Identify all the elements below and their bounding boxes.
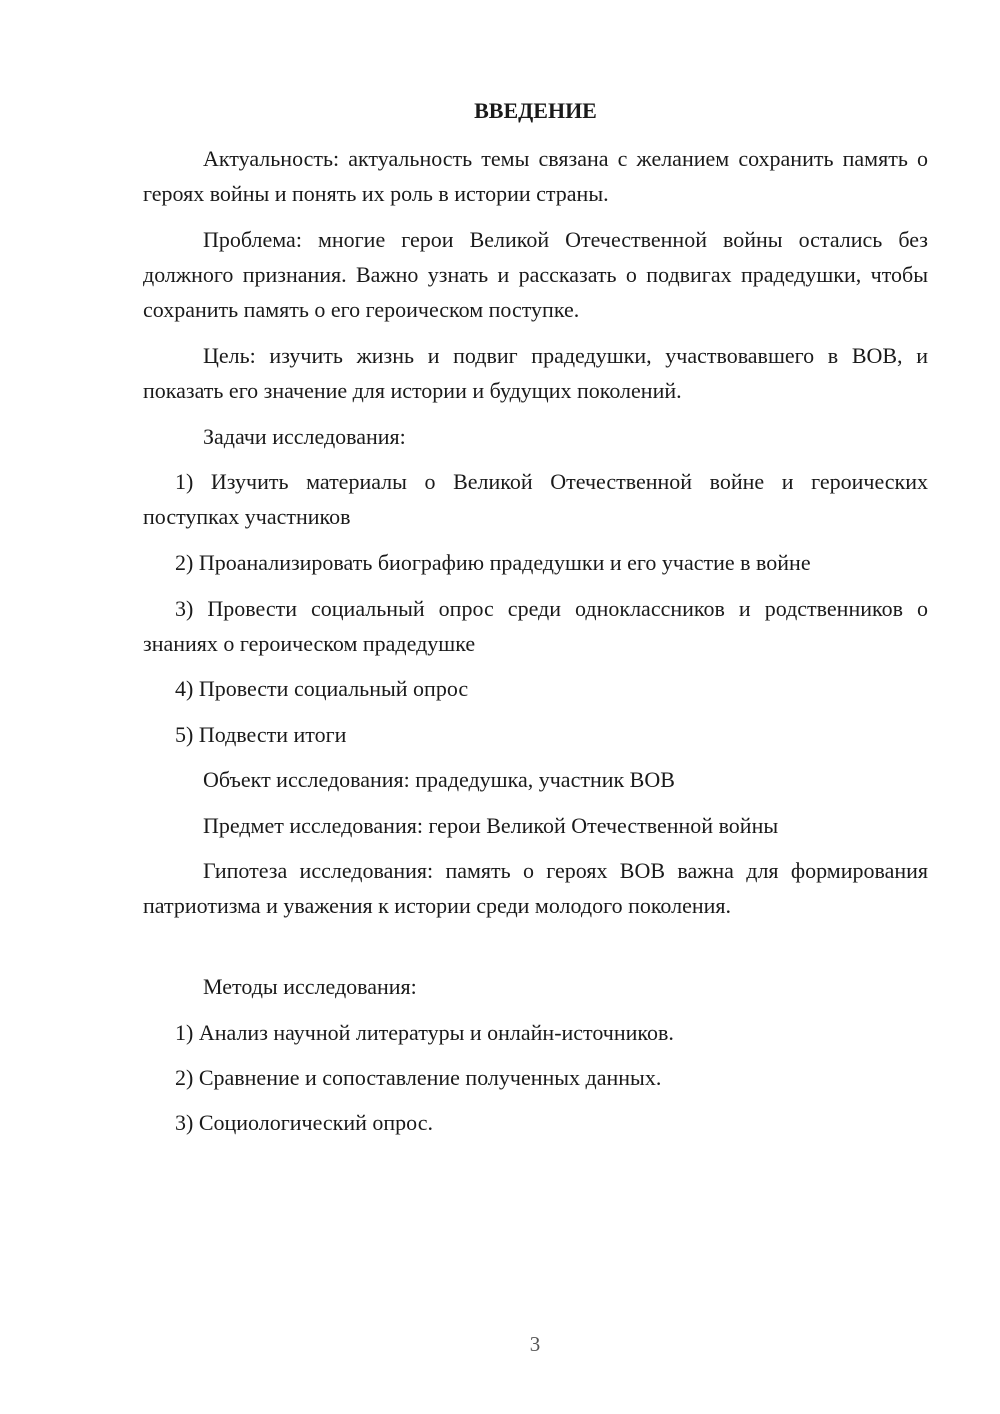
goal-paragraph: Цель: изучить жизнь и подвиг прадедушки, участвовавшего в ВОВ, и показать его значение для истории и будущих поколений. <box>143 343 928 403</box>
task-item-2: 2) Проанализировать биографию прадедушки и его участие в войне <box>175 550 811 575</box>
task-item-5: 5) Подвести итоги <box>175 722 347 747</box>
tasks-heading: Задачи исследования: <box>203 424 406 449</box>
hypothesis-paragraph: Гипотеза исследования: память о героях ВОВ важна для формирования патриотизма и уважения к истории среди молодого поколения. <box>143 858 928 918</box>
method-item-2: 2) Сравнение и сопоставление полученных данных. <box>175 1065 662 1090</box>
page-title: ВВЕДЕНИЕ <box>474 98 597 123</box>
task-item-3: 3) Провести социальный опрос среди одноклассников и родственников о знаниях о героическом прадедушке <box>143 596 928 656</box>
task-item-4: 4) Провести социальный опрос <box>175 676 469 701</box>
task-item-1: 1) Изучить материалы о Великой Отечественной войне и героических поступках участников <box>143 469 928 529</box>
method-item-1: 1) Анализ научной литературы и онлайн-источников. <box>175 1020 674 1045</box>
methods-heading: Методы исследования: <box>203 974 417 999</box>
page-number: 3 <box>529 1332 541 1356</box>
problem-paragraph: Проблема: многие герои Великой Отечественной войны остались без должного признания. Важно узнать и рассказать о подвигах прадедушки, чтобы сохранить память о его героическом поступке. <box>143 227 928 322</box>
relevance-paragraph: Актуальность: актуальность темы связана с желанием сохранить память о героях войны и понять их роль в истории страны. <box>143 146 928 206</box>
research-object: Объект исследования: прадедушка, участник ВОВ <box>203 767 675 792</box>
method-item-3: 3) Социологический опрос. <box>175 1110 433 1135</box>
research-subject: Предмет исследования: герои Великой Отечественной войны <box>203 813 779 838</box>
